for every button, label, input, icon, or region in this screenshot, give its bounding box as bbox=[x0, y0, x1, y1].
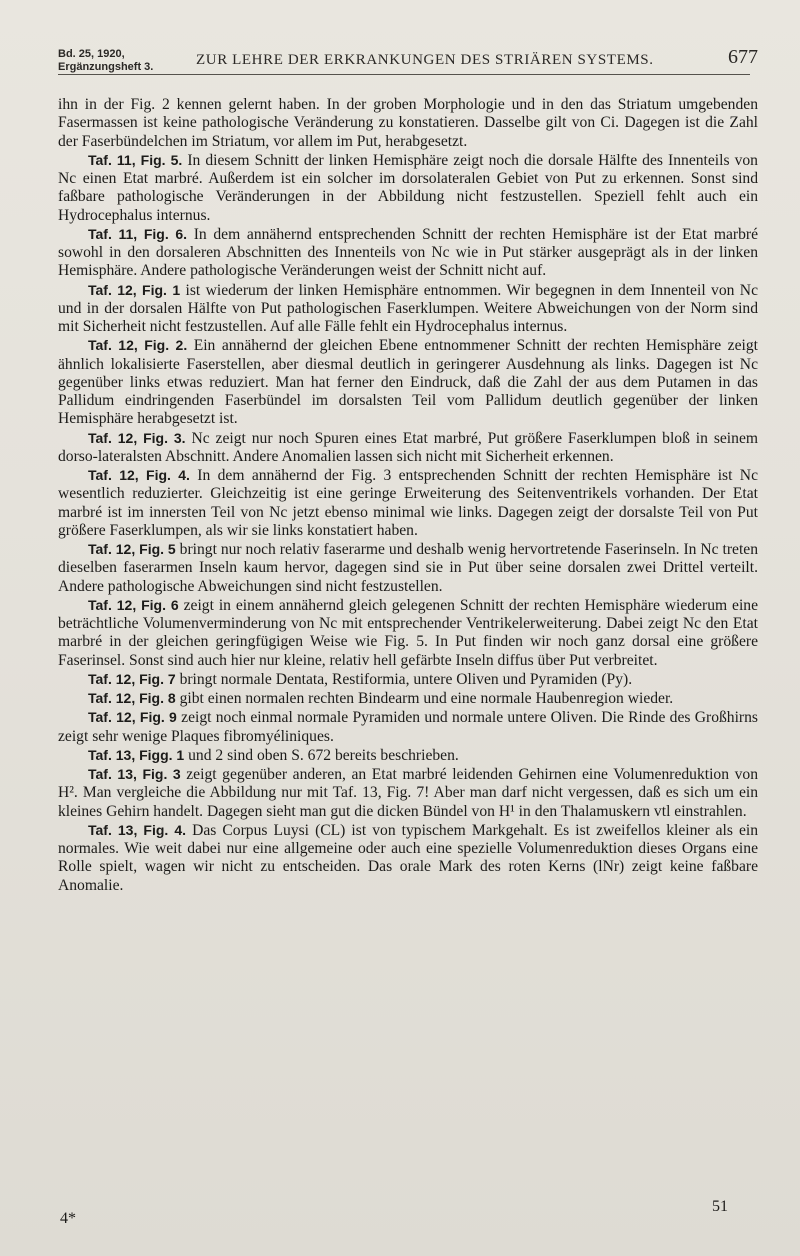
paragraph bbox=[58, 670, 758, 689]
paragraph-text: bringt nur noch relativ faserarme und deshalb wenig hervortretende Faserinseln. In Nc treten dieselben faserarmen Inseln kaum hervor, dagegen sind sie in Put über seine dorsalen zwei Drittel verteilt. Andere pathologische Abweichungen sind nicht festzustellen. bbox=[58, 541, 758, 595]
plate-reference: Taf. 12, Fig. 2. bbox=[88, 337, 188, 354]
paragraph-text: zeigt in einem annähernd gleich gelegenen Schnitt der rechten Hemisphäre wiederum eine beträchtliche Volumenverminderung von Nc mit entsprechender Ventrikelerweiterung. Dabei zeigt Nc den Etat marbré in der gleichen geringfügigen Weise wie Fig. 5. In Put finden wir noch ganz dorsal eine größere Faserinsel. Sonst sind auch hier nur kleine, relativ hell gefärbte Inseln diffus über Put verbreitet. bbox=[58, 596, 759, 669]
paragraph-text: Nc zeigt nur noch Spuren eines Etat marbré, Put größere Faserklumpen bloß in seinem dorso-lateralsten Abschnitt. Andere Anomalien lassen sich nicht mit Sicherheit erkennen. bbox=[58, 429, 758, 465]
plate-reference: Taf. 13, Fig. 4. bbox=[88, 821, 187, 838]
plate-reference: Taf. 12, Fig. 4. bbox=[88, 467, 190, 483]
plate-reference: Taf. 12, Fig. 1 bbox=[88, 281, 181, 298]
paragraph-text: Das Corpus Luysi (CL) ist von typischem Markgehalt. Es ist zweifellos kleiner als ein normales. Wie weit dabei nur eine allgemeine oder auch eine spezielle Volumenreduktion dieses Organs eine Rolle spielt, wagen wir nicht zu entscheiden. Das orale Mark des roten Kerns (lNr) zeigt keine faßbare Anomalie. bbox=[58, 821, 758, 894]
running-title: ZUR LEHRE DER ERKRANKUNGEN DES STRIÄREN SYSTEMS. bbox=[196, 52, 654, 68]
volume-label: Bd. 25, 1920, bbox=[58, 48, 125, 60]
plate-reference: Taf. 12, Fig. 7 bbox=[88, 670, 176, 687]
plate-reference: Taf. 12, Fig. 5 bbox=[88, 541, 176, 557]
paragraph-text: zeigt gegenüber anderen, an Etat marbré leidenden Gehirnen eine Volumenreduktion von H². Man vergleiche die Abbildung nur mit Taf. 13, Fig. 7! Aber man darf nicht vergessen, daß es sich um ein kleines Gehirn handelt. Dagegen sieht man gut die dicken Bündel von H¹ in den Thalamuskern vtl einstrahlen. bbox=[58, 766, 758, 820]
plate-reference: Taf. 11, Fig. 6. bbox=[88, 225, 188, 242]
body-text bbox=[58, 96, 758, 895]
plate-reference: Taf. 11, Fig. 5. bbox=[88, 151, 183, 168]
plate-reference: Taf. 12, Fig. 9 bbox=[88, 709, 177, 726]
paragraph-text: In dem annähernd entsprechenden Schnitt der rechten Hemisphäre ist der Etat marbré sowohl in den dorsaleren Abschnitten des Innenteils von Nc wie in Put stärker ausgeprägt als in der linken Hemisphäre. Andere pathologische Veränderungen weist der Schnitt nicht auf. bbox=[58, 225, 758, 280]
plate-reference: Taf. 12, Fig. 3. bbox=[88, 429, 186, 446]
paragraph bbox=[58, 540, 758, 596]
paragraph-text: bringt normale Dentata, Restiformia, untere Oliven und Pyramiden (Py). bbox=[179, 670, 633, 688]
paragraph: ihn in der Fig. 2 kennen gelernt haben. In der groben Morphologie und in den das Striatum umgebenden Fasermassen ist keine pathologische Veränderung zu konstatieren. Dasselbe gilt von Ci. Dagegen ist die Zahl der Faserbündelchen im Striatum, vor allem im Put, herabgesetzt. bbox=[58, 96, 758, 150]
signature-mark: 4* bbox=[60, 1210, 76, 1227]
paragraph bbox=[58, 336, 758, 428]
sheet-number: 51 bbox=[712, 1198, 728, 1215]
supplement-label: Ergänzungsheft 3. bbox=[58, 61, 154, 73]
header-rule bbox=[58, 74, 750, 75]
paragraph bbox=[58, 708, 758, 746]
paragraph-text: In diesem Schnitt der linken Hemisphäre zeigt noch die dorsale Hälfte des Innenteils von Nc einen Etat marbré. Außerdem ist ein solcher im dorsolateralen Gebiet von Put zu erkennen. Sonst sind faßbare pathologische Veränderungen in der Abbildung nicht festzustellen. Speziell fehlt auch ein Hydrocephalus internus. bbox=[58, 151, 758, 224]
plate-reference: Taf. 12, Fig. 8 bbox=[88, 690, 176, 706]
plate-reference: Taf. 13, Fig. 3 bbox=[88, 766, 181, 782]
paragraph bbox=[58, 466, 758, 540]
running-header bbox=[58, 46, 758, 78]
paragraph bbox=[58, 429, 758, 467]
page-number: 677 bbox=[728, 46, 758, 68]
paragraph-text: In dem annähernd der Fig. 3 entsprechenden Schnitt der rechten Hemisphäre ist Nc wesentlich reduzierter. Gleichzeitig ist eine geringe Erweiterung des Seitenventrikels vorhanden. Der Etat marbré ist im innersten Teil von Nc jetzt ebenso minimal wie links. Dagegen zeigt der dorsalste Teil von Put größere Faserklumpen, als wir sie links konstatiert haben. bbox=[58, 467, 758, 539]
paragraph bbox=[58, 821, 758, 895]
paragraph bbox=[58, 596, 758, 670]
paragraph-text: und 2 sind oben S. 672 bereits beschrieben. bbox=[188, 746, 459, 764]
volume-info bbox=[58, 48, 153, 74]
paragraph bbox=[58, 746, 758, 765]
plate-reference: Taf. 12, Fig. 6 bbox=[88, 596, 179, 613]
paragraph-text: ist wiederum der linken Hemisphäre entnommen. Wir begegnen in dem Innenteil von Nc und in der dorsalen Hälfte von Put pathologischen Faserklumpen. Weitere Abweichungen von der Norm sind mit Sicherheit nicht festzustellen. Auf alle Fälle fehlt ein Hydrocephalus internus. bbox=[58, 281, 758, 335]
paragraph bbox=[58, 765, 758, 821]
paragraph bbox=[58, 151, 758, 225]
paragraph-text: Ein annähernd der gleichen Ebene entnommener Schnitt der rechten Hemisphäre zeigt ähnlich lokalisierte Faserstellen, aber diesmal deutlich in geringerer Ausdehnung als links. Dagegen ist Nc gegenüber links etwas reduziert. Man hat ferner den Eindruck, daß die Zahl der aus dem Putamen in das Pallidum eindringenden Faserbündel im dorsalsten Teil vom Pallidum deutlich gegenüber der linken Hemisphäre herabgesetzt ist. bbox=[58, 337, 758, 428]
paragraph-text: zeigt noch einmal normale Pyramiden und normale untere Oliven. Die Rinde des Großhirns zeigt sehr wenige Plaques fibromyéliniques. bbox=[58, 709, 758, 745]
paragraph bbox=[58, 281, 758, 337]
paragraph-text: gibt einen normalen rechten Bindearm und eine normale Haubenregion wieder. bbox=[179, 690, 674, 707]
paragraph bbox=[58, 689, 758, 708]
paragraph bbox=[58, 225, 758, 281]
plate-reference: Taf. 13, Figg. 1 bbox=[88, 746, 185, 763]
